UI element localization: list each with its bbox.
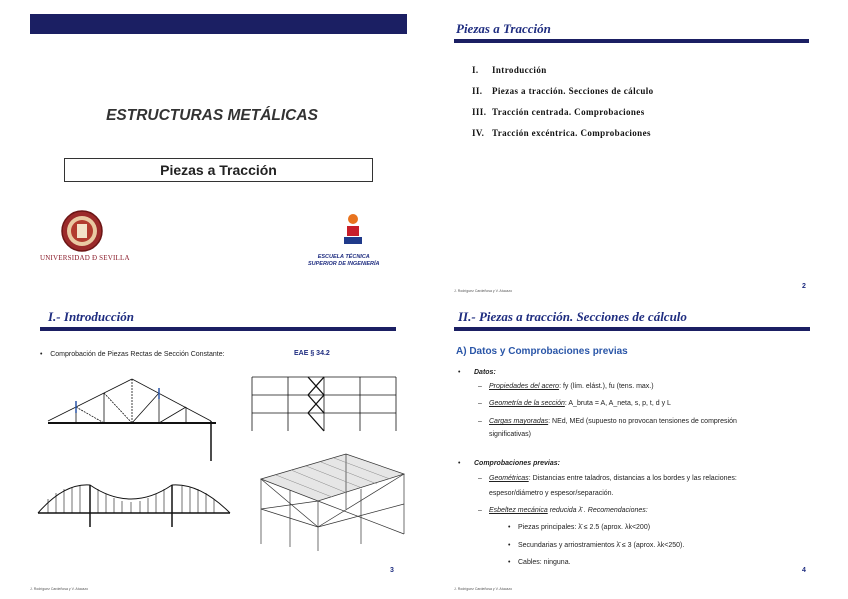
- main-title: ESTRUCTURAS METÁLICAS: [106, 107, 318, 124]
- recomendacion-secundarias: Secundarias y arriostramientos λ̄ ≤ 3 (aprox. λk<250).: [518, 542, 685, 549]
- toc-num: I.: [472, 65, 479, 75]
- esbeltez-text: reducida λ̄ . Recomendaciones:: [547, 507, 648, 514]
- page-number: 3: [390, 567, 394, 574]
- toc-label: Piezas a tracción. Secciones de cálculo: [492, 86, 654, 96]
- bullet-dot: •: [458, 369, 461, 376]
- page-number: 4: [802, 567, 806, 574]
- footer-credit: J. Rodríguez Cardeñosa y V. Atucazo: [454, 289, 513, 293]
- geometria-line: [489, 400, 671, 407]
- school-logo-icon: [340, 213, 366, 245]
- cargas-continuation: significativas): [489, 431, 532, 438]
- slide-4-secciones: [424, 299, 848, 598]
- sub-bullet: •: [508, 559, 511, 566]
- bullet-text: Comprobación de Piezas Rectas de Sección Constante:: [50, 351, 225, 358]
- dash: –: [478, 418, 482, 425]
- footer-credit: J. Rodríguez Cardeñosa y V. Atucazo: [454, 587, 513, 591]
- toc-label: Tracción centrada. Comprobaciones: [492, 107, 645, 117]
- frame-diagram: [238, 369, 403, 439]
- title-rule: [454, 327, 810, 331]
- toc-item: [472, 65, 654, 86]
- geometricas-continuation: espesor/diámetro y espesor/separación.: [489, 490, 614, 497]
- title-rule: [40, 327, 396, 331]
- school-line-1: ESCUELA TÉCNICA: [317, 254, 370, 260]
- steel-structure-diagram: [256, 449, 406, 554]
- toc-list: [472, 65, 654, 149]
- school-line-2: SUPERIOR DE INGENIERÍA: [308, 260, 380, 267]
- slide-title: I.- Introducción: [48, 309, 134, 324]
- esbeltez-label: Esbeltez mecánica: [489, 507, 548, 514]
- toc-num: IV.: [472, 128, 485, 138]
- toc-label: Introducción: [492, 65, 547, 75]
- cargas-line: [489, 418, 737, 425]
- propiedades-label: Propiedades del acero: [489, 383, 560, 390]
- sub-bullet: •: [508, 542, 511, 549]
- dash: –: [478, 383, 482, 390]
- bullet-dot: •: [458, 460, 461, 467]
- toc-item: [472, 86, 654, 107]
- comprobaciones-heading: Comprobaciones previas:: [474, 460, 560, 467]
- datos-heading: Datos:: [474, 369, 496, 376]
- geometricas-text: : Distancias entre taladros, distancias a los bordes y las relaciones:: [528, 475, 737, 482]
- dash: –: [478, 507, 482, 514]
- section-heading: A) Datos y Comprobaciones previas: [456, 346, 628, 357]
- geometria-text: : A_bruta = A, A_neta, s, p, t, d y L: [564, 400, 671, 407]
- university-name: UNIVERSIDAD Ð SEVILLA: [40, 254, 130, 262]
- toc-label: Tracción excéntrica. Comprobaciones: [492, 128, 651, 138]
- geometricas-label: Geométricas: [489, 475, 529, 482]
- slide-1-cover: [0, 0, 424, 299]
- cargas-text: : NEd, MEd (supuesto no provocan tensiones de compresión: [548, 418, 737, 425]
- propiedades-line: [489, 383, 654, 390]
- title-bar: [30, 14, 407, 34]
- university-seal-icon: [60, 209, 104, 253]
- dash: –: [478, 400, 482, 407]
- toc-num: III.: [472, 107, 487, 117]
- truss-diagram: [46, 371, 221, 463]
- title-rule: [454, 39, 809, 43]
- footer-credit: J. Rodríguez Cardeñosa y V. Atucazo: [30, 587, 89, 591]
- school-name: [308, 254, 380, 267]
- geometricas-line: [489, 475, 737, 482]
- geometria-label: Geometría de la sección: [489, 400, 565, 407]
- code-reference: EAE § 34.2: [294, 350, 330, 357]
- esbeltez-line: [489, 507, 648, 514]
- slide-2-contents: [424, 0, 848, 299]
- dash: –: [478, 475, 482, 482]
- slide-title: Piezas a Tracción: [456, 21, 551, 36]
- slide-title: II.- Piezas a tracción. Secciones de cálculo: [458, 309, 687, 324]
- toc-num: II.: [472, 86, 483, 96]
- slide-3-introduccion: [0, 299, 424, 598]
- bullet-dot: •: [40, 351, 51, 358]
- bridge-diagram: [34, 477, 234, 537]
- cargas-label: Cargas mayoradas: [489, 418, 549, 425]
- toc-item: [472, 128, 654, 149]
- recomendacion-cables: Cables: ninguna.: [518, 559, 571, 566]
- toc-item: [472, 107, 654, 128]
- propiedades-text: : fy (lím. elást.), fu (tens. max.): [559, 383, 654, 390]
- sub-bullet: •: [508, 524, 511, 531]
- recomendacion-principales: Piezas principales: λ̄ ≤ 2.5 (aprox. λk<200): [518, 524, 651, 531]
- bullet-item: [40, 351, 225, 358]
- page-number: 2: [802, 283, 806, 290]
- subtitle-box: Piezas a Tracción: [64, 158, 373, 182]
